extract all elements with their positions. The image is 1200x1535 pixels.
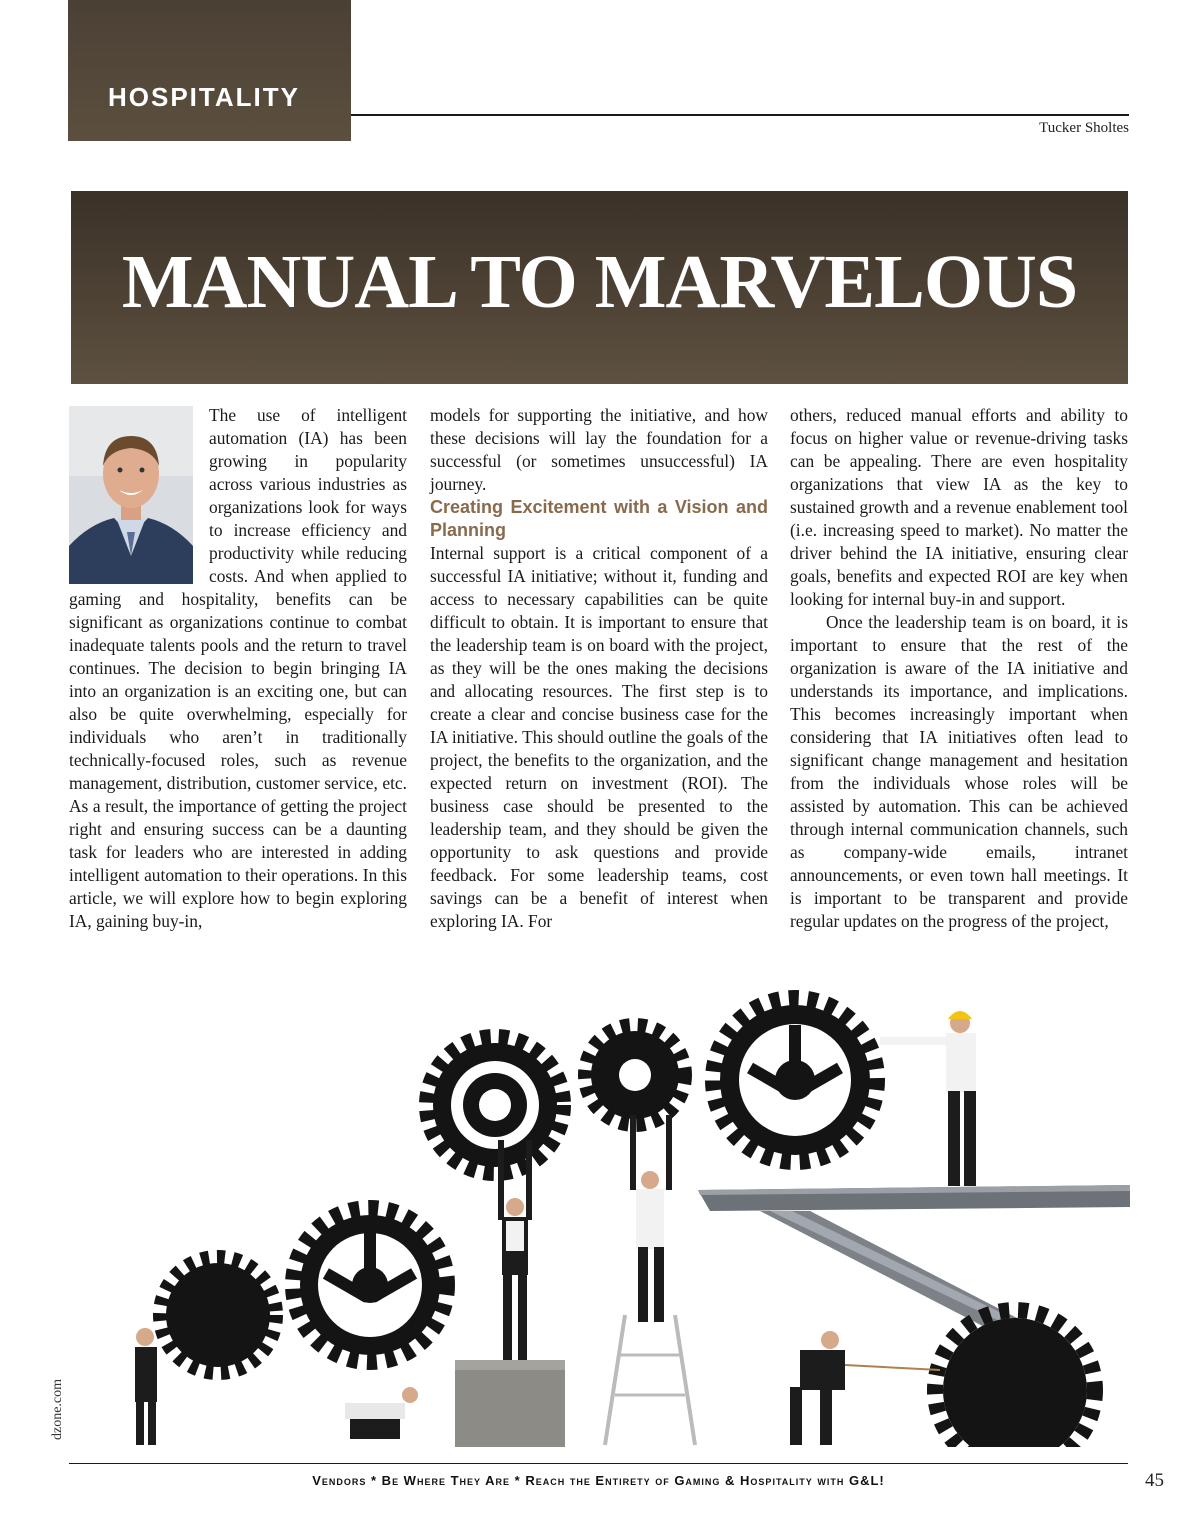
side-url: dzone.com — [50, 1378, 65, 1440]
title-banner — [71, 191, 1128, 384]
column-1 — [69, 404, 407, 933]
section-tab — [68, 0, 351, 141]
header-rule — [351, 114, 1129, 116]
column-2 — [430, 404, 768, 933]
column-1-paragraph: The use of intelligent automation (IA) has been growing in popularity across various industries as organizations look for ways to increase efficiency and productivity while reducing costs. And when applied to gaming and hospitality, benefits can be significant as organizations continue to combat inadequate talents pools and the return to travel continues. The decision to begin bringing IA into an organization is an exciting one, but can also be quite overwhelming, especially for individuals who aren’t in traditionally technically-focused roles, such as revenue management, distribution, customer service, etc. As a result, the importance of getting the project right and ensuring success can be a daunting task for leaders who are interested in adding intelligent automation to their operations. In this article, we will explore how to begin exploring IA, gaining buy-in, — [69, 405, 407, 931]
column-3 — [790, 404, 1128, 933]
column-3-paragraph-1: others, reduced manual efforts and ability to focus on higher value or revenue-driving tasks can be appealing. There are even hospitality organizations that view IA as the key to sustained growth and a revenue enablement tool (i.e. increasing speed to market). No matter the driver behind the IA initiative, ensuring clear goals, benefits and expected ROI are key when looking for internal buy-in and support. — [790, 405, 1128, 609]
column-2-paragraph-1: models for supporting the initiative, and how these decisions will lay the foundation for a successful (or sometimes unsuccessful) IA journey. — [430, 405, 768, 494]
column-2-paragraph-2: Internal support is a critical component of a successful IA initiative; without it, funding and access to necessary capabilities can be quite difficult to obtain. It is important to ensure that the leadership team is on board with the project, as they will be the ones making the decisions and allocating resources. The first step is to create a clear and concise business case for the IA initiative. This should outline the goals of the project, the benefits to the organization, and the expected return on investment (ROI). The business case should be presented to the leadership team, and they should be given the opportunity to ask questions and provide feedback. For some leadership teams, cost savings can be a benefit of interest when exploring IA. For — [430, 543, 768, 931]
footer-tagline: Vendors * Be Where They Are * Reach the Entirety of Gaming & Hospitality with G&L! — [312, 1473, 885, 1488]
section-subheading: Creating Excitement with a Vision and Planning — [430, 497, 768, 540]
author-portrait — [69, 406, 193, 584]
page-number: 45 — [1145, 1470, 1164, 1491]
author-name: Tucker Sholtes — [1039, 120, 1129, 136]
gears-teamwork-illustration — [120, 975, 1130, 1447]
footer-rule — [69, 1463, 1128, 1464]
article-title: MANUAL TO MARVELOUS — [121, 240, 1078, 324]
column-3-paragraph-2: Once the leadership team is on board, it is important to ensure that the rest of the organization is aware of the IA initiative and understands its importance, and implications. This becomes increasingly important when considering that IA initiatives often lead to significant change management and hesitation from the individuals whose roles will be assisted by automation. This can be achieved through internal communication channels, such as company-wide emails, intranet announcements, or even town hall meetings. It is important to be transparent and provide regular updates on the progress of the project, — [790, 612, 1128, 931]
section-label: HOSPITALITY — [108, 82, 300, 112]
